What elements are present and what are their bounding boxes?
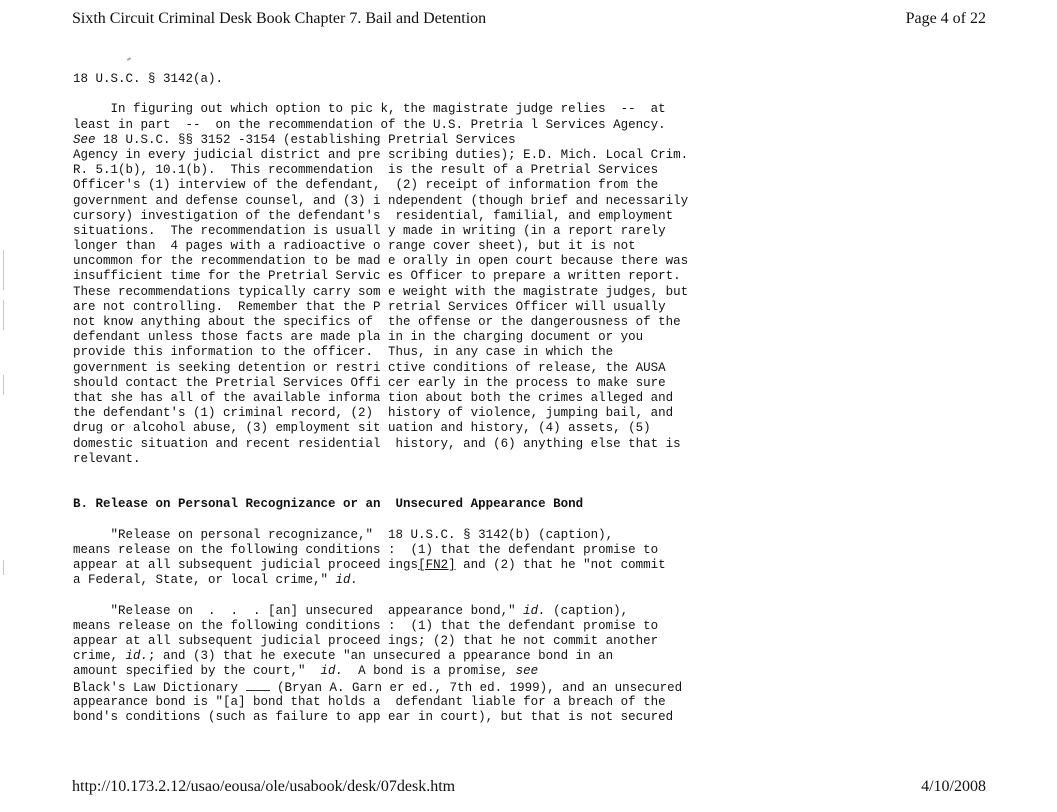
citation-id: id. (125, 649, 149, 664)
paragraph-personal-recognizance (73, 528, 1033, 589)
paragraph-unsecured-bond (73, 604, 1033, 726)
scan-margin-mark (3, 250, 4, 290)
signal-see: See (73, 132, 96, 147)
text-span: ; and (3) that he execute "an unsecured a ppearance bond in an (148, 649, 614, 664)
footnote-link-fn2[interactable]: [FN2] (418, 558, 456, 572)
text-line: means release on the following conditions : (1) that the defendant promise to (73, 618, 659, 633)
text-line: "Release on personal recognizance," 18 U.S.C. § 3142(b) (caption), (73, 527, 614, 542)
text-line: uncommon for the recommendation to be mad e orally in open court because there was (73, 254, 689, 269)
document-body (73, 72, 1033, 725)
text-line: Officer's (1) interview of the defendant, (2) receipt of information from the (73, 178, 659, 193)
text-line: that she has all of the available informa tion about both the crimes alleged and (73, 390, 674, 405)
text-span: Black's Law Dictionary (73, 680, 246, 695)
text-span: amount specified by the court," (73, 664, 321, 679)
page-footer-date: 4/10/2008 (921, 778, 986, 795)
text-line (73, 133, 1033, 148)
text-line: bond's conditions (such as failure to app ear in court), but that is not secured (73, 709, 674, 724)
text-line: means release on the following conditions : (1) that the defendant promise to (73, 542, 659, 557)
text-line: should contact the Pretrial Services Offi cer early in the process to make sure (73, 375, 666, 390)
blank-underline (246, 680, 270, 691)
scan-margin-mark (3, 375, 4, 395)
text-span: appear at all subsequent judicial proceed ings (73, 558, 419, 572)
text-line (73, 573, 1033, 588)
text-line: defendant unless those facts are made pla in in the charging document or you (73, 330, 644, 345)
text-line (73, 664, 1033, 679)
signal-see: see (515, 664, 539, 679)
paragraph-pretrial-recommendation (73, 102, 1033, 467)
text-span: crime, (73, 649, 126, 664)
scan-margin-mark (3, 560, 4, 575)
text-span: A bond is a promise, (343, 664, 516, 679)
text-span: a Federal, State, or local crime," (73, 573, 336, 588)
text-line: In figuring out which option to pic k, the magistrate judge relies -- at (73, 102, 666, 117)
text-line: These recommendations typically carry som e weight with the magistrate judges, but (73, 284, 689, 299)
statute-citation: 18 U.S.C. § 3142(a). (73, 72, 224, 86)
page-number: Page 4 of 22 (905, 10, 986, 27)
text-line: government is seeking detention or restri ctive conditions of release, the AUSA (73, 360, 666, 375)
text-span: (caption), (545, 603, 629, 618)
text-span: (Bryan A. Garn er ed., 7th ed. 1999), and an unsecured (269, 680, 683, 695)
text-line: insufficient time for the Pretrial Servic es Officer to prepare a written report. (73, 269, 681, 284)
text-line: least in part -- on the recommendation of the U.S. Pretria l Services Agency. (73, 117, 666, 132)
page-footer-url: http://10.173.2.12/usao/eousa/ole/usabook/desk/07desk.htm (72, 778, 456, 795)
text-line: not know anything about the specifics of the offense or the dangerousness of the (73, 315, 681, 329)
citation-id: id. (523, 603, 546, 618)
text-line: appearance bond is "[a] bond that holds a defendant liable for a breach of the (73, 694, 666, 709)
scan-speck (127, 57, 131, 61)
text-line: domestic situation and recent residential history, and (6) anything else that is (73, 436, 681, 451)
text-line: R. 5.1(b), 10.1(b). This recommendation is the result of a Pretrial Services (73, 163, 659, 178)
citation-id: id. (320, 664, 344, 679)
text-line: are not controlling. Remember that the P retrial Services Officer will usually (73, 299, 666, 314)
text-line: relevant. (73, 451, 141, 466)
text-line (73, 558, 1033, 573)
text-line: government and defense counsel, and (3) i ndependent (though brief and necessarily (73, 193, 689, 208)
text-span: 18 U.S.C. §§ 3152 -3154 (establishing Pretrial Services (95, 132, 516, 147)
text-span: and (2) that he "not commit (455, 558, 666, 572)
text-line: Agency in every judicial district and pre scribing duties); E.D. Mich. Local Crim. (73, 147, 689, 162)
section-heading-b: B. Release on Personal Recognizance or an Unsecured Appearance Bond (73, 497, 584, 512)
text-line: appear at all subsequent judicial proceed ings; (2) that he not commit another (73, 633, 659, 648)
text-line (73, 649, 1033, 664)
text-line (73, 680, 1033, 695)
text-line: drug or alcohol abuse, (3) employment sit uation and history, (4) assets, (5) (73, 421, 651, 436)
page-header-title: Sixth Circuit Criminal Desk Book Chapter 7. Bail and Detention (72, 10, 487, 27)
text-line: situations. The recommendation is usuall y made in writing (in a report rarely (73, 223, 666, 238)
text-line (73, 604, 1033, 619)
text-line: the defendant's (1) criminal record, (2) history of violence, jumping bail, and (73, 406, 674, 421)
scan-margin-mark (3, 300, 4, 330)
text-line: longer than 4 pages with a radioactive o range cover sheet), but it is not (73, 239, 636, 254)
text-span: "Release on . . . [an] unsecured appearance bond," (73, 603, 524, 618)
text-line: provide this information to the officer. Thus, in any case in which the (73, 345, 614, 360)
text-line: cursory) investigation of the defendant's residential, familial, and employment (73, 208, 674, 223)
citation-id: id. (335, 573, 359, 588)
